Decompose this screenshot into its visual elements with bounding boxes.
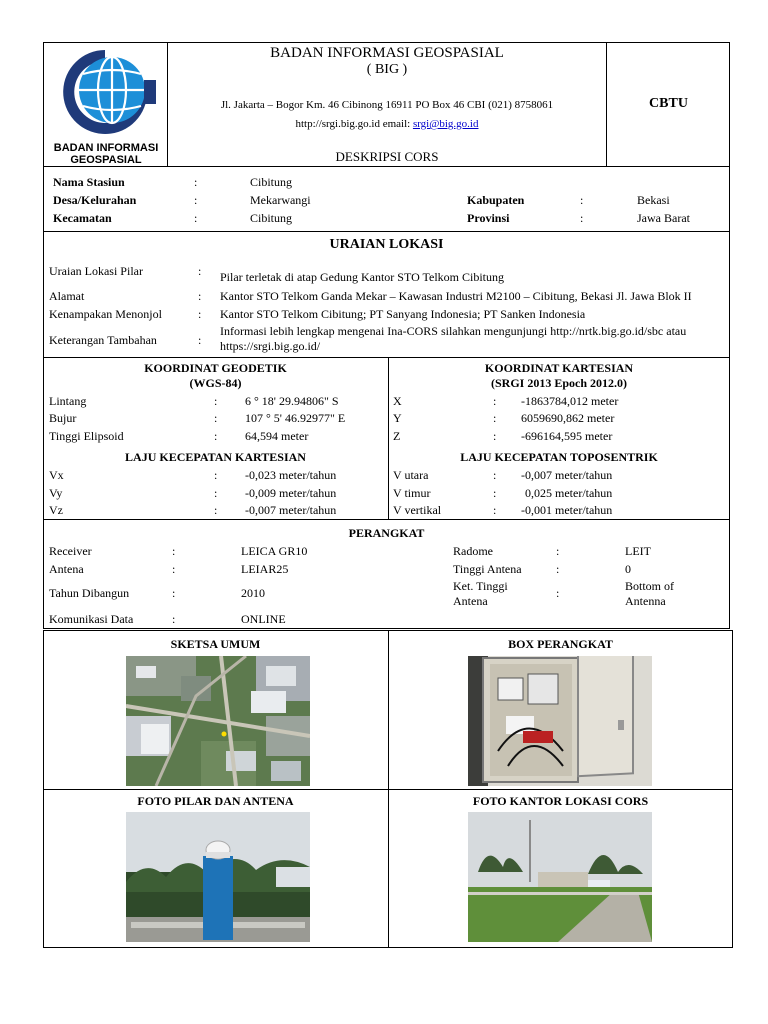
vvertikal-label: V vertikal — [393, 503, 442, 517]
z-label: Z — [393, 429, 401, 443]
x-label: X — [393, 394, 402, 408]
kartesian-subtitle: (SRGI 2013 Epoch 2012.0) — [490, 376, 627, 390]
bujur-value: 107 ° 5' 46.92977" E — [245, 411, 346, 425]
keterangan-value-2: https://srgi.big.go.id/ — [220, 339, 321, 353]
x-value: -1863784,012 meter — [521, 394, 619, 408]
vy-value: -0,009 meter/tahun — [245, 486, 337, 500]
vtimur-label: V timur — [393, 486, 431, 500]
lintang-label: Lintang — [49, 394, 87, 408]
lintang-value: 6 ° 18' 29.94806" S — [245, 394, 339, 408]
receiver-colon: : — [172, 544, 176, 558]
org-abbr: ( BIG ) — [366, 62, 408, 77]
lintang-colon: : — [214, 394, 218, 408]
web-text: http://srgi.big.go.id email: — [295, 118, 413, 130]
komunikasi-value: ONLINE — [241, 612, 286, 626]
antena-label: Antena — [49, 562, 84, 576]
tahun-colon: : — [172, 586, 176, 600]
z-colon: : — [493, 429, 497, 443]
y-colon: : — [493, 411, 497, 425]
kartesian-title: KOORDINAT KARTESIAN — [484, 361, 634, 375]
kenampakan-colon: : — [198, 307, 202, 321]
aerial-map-image — [126, 656, 310, 786]
antena-colon: : — [172, 562, 176, 576]
nama-colon: : — [194, 175, 198, 189]
tinggi-antena-value: 0 — [625, 562, 631, 576]
keterangan-value-1: Informasi lebih lengkap mengenai Ina-CORS silahkan mengunjungi http://nrtk.big.go.id/sbc atau — [220, 324, 687, 338]
kec-colon: : — [194, 211, 198, 225]
prov-label: Provinsi — [467, 211, 510, 225]
komunikasi-label: Komunikasi Data — [49, 612, 134, 626]
kenampakan-label: Kenampakan Menonjol — [49, 307, 162, 321]
sketsa-title: SKETSA UMUM — [170, 637, 261, 651]
tahun-value: 2010 — [241, 586, 265, 600]
uraian-title: URAIAN LOKASI — [329, 237, 444, 252]
ket-tinggi-colon: : — [556, 586, 560, 600]
logo-line-1: BADAN INFORMASI — [53, 142, 159, 154]
kec-label: Kecamatan — [53, 211, 112, 225]
station-code: CBTU — [649, 96, 688, 111]
kantor-title: FOTO KANTOR LOKASI CORS — [472, 794, 649, 808]
doc-title: DESKRIPSI CORS — [335, 149, 439, 164]
tahun-label: Tahun Dibangun — [49, 586, 130, 600]
vvertikal-value: -0,001 meter/tahun — [521, 503, 613, 517]
vx-value: -0,023 meter/tahun — [245, 468, 337, 482]
vy-colon: : — [214, 486, 218, 500]
vutara-value: -0,007 meter/tahun — [521, 468, 613, 482]
tinggi-elipsoid-label: Tinggi Elipsoid — [49, 429, 124, 443]
box-title: BOX PERANGKAT — [508, 637, 613, 651]
vtimur-value: 0,025 meter/tahun — [525, 486, 613, 500]
alamat-label: Alamat — [49, 289, 85, 303]
email-link[interactable]: srgi@big.go.id — [412, 118, 479, 130]
desa-colon: : — [194, 193, 198, 207]
desa-label: Desa/Kelurahan — [53, 193, 137, 207]
lokasi-value: Pilar terletak di atap Gedung Kantor STO Telkom Cibitung — [220, 270, 505, 284]
antena-value: LEIAR25 — [241, 562, 289, 576]
radome-colon: : — [556, 544, 560, 558]
perangkat-title: PERANGKAT — [348, 526, 425, 540]
lokasi-colon: : — [198, 264, 202, 278]
x-colon: : — [493, 394, 497, 408]
office-location-image — [468, 812, 652, 942]
kab-label: Kabupaten — [467, 193, 525, 207]
vz-value: -0,007 meter/tahun — [245, 503, 337, 517]
ket-tinggi-value-2: Antenna — [625, 594, 666, 608]
nama-label: Nama Stasiun — [53, 175, 125, 189]
receiver-label: Receiver — [49, 544, 92, 558]
kec-value: Cibitung — [250, 211, 293, 225]
vy-label: Vy — [49, 486, 63, 500]
tinggi-elipsoid-colon: : — [214, 429, 218, 443]
laju-toposentrik-title: LAJU KECEPATAN TOPOSENTRIK — [460, 450, 658, 464]
photos-divider-horizontal — [43, 789, 733, 790]
bujur-colon: : — [214, 411, 218, 425]
tinggi-elipsoid-value: 64,594 meter — [245, 429, 309, 443]
equipment-box-image — [468, 656, 652, 786]
alamat-value: Kantor STO Telkom Ganda Mekar – Kawasan Industri M2100 – Cibitung, Bekasi Jl. Jawa Blok II — [220, 289, 692, 303]
globe-icon — [52, 44, 158, 140]
kab-colon: : — [580, 193, 584, 207]
ket-tinggi-label-2: Antena — [453, 594, 488, 608]
lokasi-label: Uraian Lokasi Pilar — [49, 264, 143, 278]
logo-line-2: GEOSPASIAL — [70, 154, 142, 166]
laju-kartesian-title: LAJU KECEPATAN KARTESIAN — [125, 450, 306, 464]
vutara-label: V utara — [393, 468, 429, 482]
nama-value: Cibitung — [250, 175, 293, 189]
vz-colon: : — [214, 503, 218, 517]
vutara-colon: : — [493, 468, 497, 482]
ket-tinggi-label-1: Ket. Tinggi — [453, 579, 508, 593]
vz-label: Vz — [49, 503, 63, 517]
alamat-colon: : — [198, 289, 202, 303]
prov-value: Jawa Barat — [637, 211, 690, 225]
tinggi-antena-label: Tinggi Antena — [453, 562, 522, 576]
radome-label: Radome — [453, 544, 493, 558]
address-line: Jl. Jakarta – Bogor Km. 46 Cibinong 16911 PO Box 46 CBI (021) 8758061 — [220, 99, 554, 111]
bujur-label: Bujur — [49, 411, 77, 425]
vvertikal-colon: : — [493, 503, 497, 517]
station-frame — [43, 166, 730, 232]
vx-label: Vx — [49, 468, 64, 482]
pilar-title: FOTO PILAR DAN ANTENA — [137, 794, 294, 808]
desa-value: Mekarwangi — [250, 193, 311, 207]
komunikasi-colon: : — [172, 612, 176, 626]
kab-value: Bekasi — [637, 193, 670, 207]
geodetik-subtitle: (WGS-84) — [189, 376, 242, 390]
ket-tinggi-value-1: Bottom of — [625, 579, 675, 593]
tinggi-antena-colon: : — [556, 562, 560, 576]
y-value: 6059690,862 meter — [521, 411, 615, 425]
vx-colon: : — [214, 468, 218, 482]
vtimur-colon: : — [493, 486, 497, 500]
web-email-line — [168, 117, 606, 131]
radome-value: LEIT — [625, 544, 651, 558]
keterangan-label: Keterangan Tambahan — [49, 333, 157, 347]
geodetik-title: KOORDINAT GEODETIK — [144, 361, 287, 375]
org-name: BADAN INFORMASI GEOSPASIAL — [270, 45, 504, 61]
z-value: -696164,595 meter — [521, 429, 613, 443]
keterangan-colon: : — [198, 333, 202, 347]
kenampakan-value: Kantor STO Telkom Cibitung; PT Sanyang Indonesia; PT Sanken Indonesia — [220, 307, 586, 321]
big-logo — [52, 44, 158, 140]
receiver-value: LEICA GR10 — [241, 544, 308, 558]
y-label: Y — [393, 411, 402, 425]
pillar-antenna-image — [126, 812, 310, 942]
prov-colon: : — [580, 211, 584, 225]
